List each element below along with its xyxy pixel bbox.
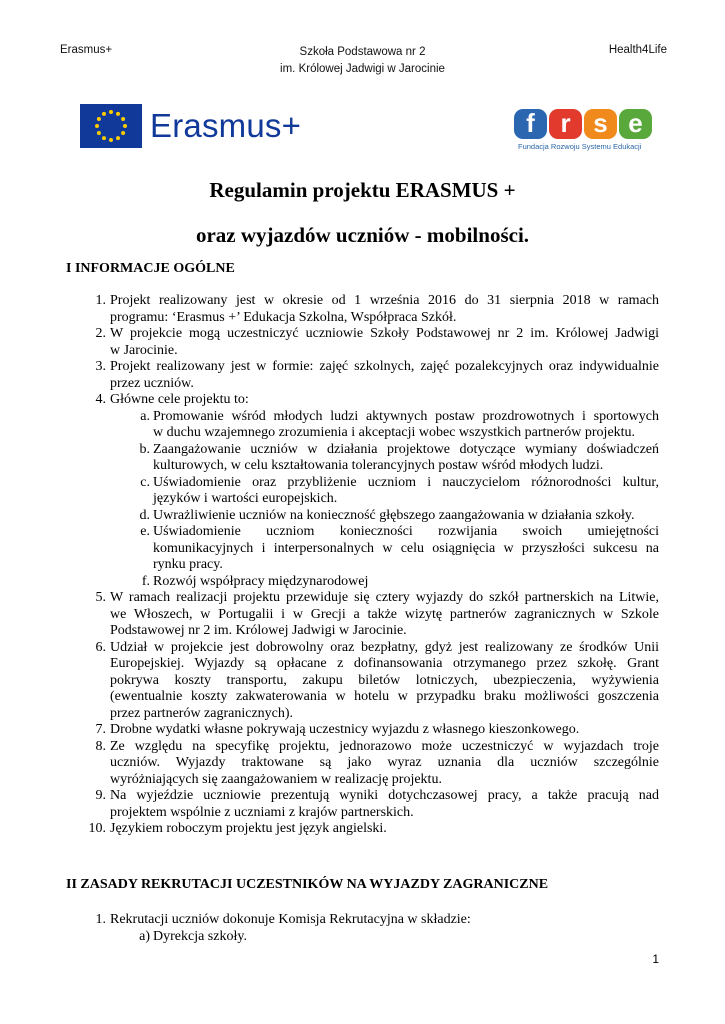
list-item-text <box>110 821 659 838</box>
text-line: w duchu wzajemnego zrozumienia i akceptacji wobec wszystkich partnerów projektu. <box>153 425 636 440</box>
list-item-number: 3. <box>95 359 106 374</box>
text-line: W projekcie mogą uczestniczyć uczniowie Szkoły Podstawowej nr 2 im. Królowej Jadwigi <box>110 326 659 341</box>
text-line: wyróżniających się zaangażowaniem w realizację projektu. <box>110 771 442 787</box>
text-line: Rozwój współpracy międzynarodowej <box>153 573 369 589</box>
text-line: Podstawowej nr 2 im. Królowej Jadwigi w Jarocinie. <box>110 623 407 638</box>
text-line: Projekt realizowany jest w okresie od 1 września 2016 do 31 sierpnia 2018 w ramach <box>110 293 659 308</box>
text-line: programu: ‘Erasmus +’ Edukacja Szkolna, Współpraca Szkół. <box>110 309 457 325</box>
frse-letter-f: f <box>514 109 547 139</box>
eu-flag-icon <box>80 104 142 148</box>
list-item-text <box>110 640 659 723</box>
text-line: przez uczniów. <box>110 375 194 391</box>
text-line: w Jarocinie. <box>110 342 178 358</box>
list-item-number: 10. <box>88 821 106 836</box>
text-line: uczniów. Wyjazdy traktowane są jako wyraz uznania dla uczniów szczególnie <box>110 755 659 770</box>
header-left: Erasmus+ <box>60 44 113 56</box>
header-school-name: Szkoła Podstawowa nr 2 <box>299 46 426 58</box>
frse-letter-r: r <box>549 109 582 139</box>
text-line: W ramach realizacji projektu przewiduje się cztery wyjazdy do szkół partnerskich na Litwie, <box>110 590 659 605</box>
list-item-text <box>110 722 659 739</box>
text-line: Promowanie wśród młodych ludzi aktywnych postaw prozdrowotnych i sportowych <box>153 408 659 424</box>
list-item-number: a) <box>139 928 150 944</box>
list-item-text <box>110 293 659 326</box>
list-item-text <box>153 574 659 591</box>
list-item-text <box>110 590 659 640</box>
text-line: rynku pracy. <box>153 557 223 572</box>
header-school-patron: im. Królowej Jadwigi w Jarocinie <box>280 63 445 75</box>
text-line: Na wyjeździe uczniowie prezentują wyniki dotychczasowej pracy, a także pracują nad <box>110 788 659 803</box>
text-line: Projekt realizowany jest w formie: zajęć szkolnych, zajęć pozalekcyjnych oraz indywidualnie <box>110 359 659 374</box>
frse-letter-e: e <box>619 109 652 139</box>
frse-letter-s: s <box>584 109 617 139</box>
text-line: Drobne wydatki własne pokrywają uczestnicy wyjazdu z własnego kieszonkowego. <box>110 722 580 737</box>
list-item-text <box>153 475 659 508</box>
text-line: Główne cele projektu to: <box>110 392 249 407</box>
text-line: Językiem roboczym projektu jest język angielski. <box>110 821 387 836</box>
list-item-number: 1. <box>95 912 106 927</box>
text-line: Udział w projekcie jest dobrowolny oraz bezpłatny, gdyż jest realizowany ze środków Unii <box>110 639 659 655</box>
list-item-text <box>110 359 659 392</box>
header-right: Health4Life <box>608 44 667 56</box>
text-line: Uwrażliwienie uczniów na konieczność głębszego zaangażowania w działania szkoły. <box>153 507 635 523</box>
section-heading-recruitment: II ZASADY REKRUTACJI UCZESTNIKÓW NA WYJAZDY ZAGRANICZNE <box>66 877 549 892</box>
list-item-text <box>153 442 659 475</box>
list-item-text <box>110 739 659 789</box>
list-item-number: 4. <box>95 392 106 407</box>
page-number: 1 <box>652 952 659 966</box>
list-item-text <box>153 508 659 525</box>
list-item-text <box>153 929 659 946</box>
list-item-number: f. <box>141 573 150 589</box>
list-item-number: 7. <box>95 722 106 737</box>
document-title-line1: Regulamin projektu ERASMUS + <box>209 178 516 202</box>
list-item-number: b. <box>139 441 150 457</box>
text-line: komunikacyjnych i interpersonalnych w celu osiągnięcia w przyszłości sukcesu na <box>153 540 659 556</box>
erasmus-logo <box>80 104 301 148</box>
list-item-number: 2. <box>95 326 106 341</box>
frse-logo <box>514 109 660 159</box>
list-item-number: 9. <box>95 788 106 803</box>
list-item-number: c. <box>140 474 150 490</box>
text-line: (ewentualnie koszty zakwaterowania w hotelu w przypadku braku możliwości goszczenia <box>110 689 659 704</box>
text-line: Rekrutacji uczniów dokonuje Komisja Rekrutacyjna w składzie: <box>110 912 471 927</box>
text-line: Dyrekcja szkoły. <box>153 928 247 944</box>
list-item-number: e. <box>140 524 150 539</box>
text-line: języków i wartości europejskich. <box>153 491 338 506</box>
list-item-text <box>110 326 659 359</box>
list-item-text <box>110 912 659 929</box>
text-line: projektem wspólnie z uczniami z krajów partnerskich. <box>110 804 414 820</box>
text-line: kulturowych, w celu kształtowania tolerancyjnych postaw wśród młodych ludzi. <box>153 458 604 473</box>
text-line: pokrywa koszty transportu, zakupu biletów lotniczych, ubezpieczenia, wyżywienia <box>110 672 659 688</box>
list-item-number: 8. <box>95 738 106 754</box>
list-item-number: d. <box>139 507 150 523</box>
section-heading-general: I INFORMACJE OGÓLNE <box>66 261 235 276</box>
list-item-text <box>153 524 659 574</box>
erasmus-wordmark: Erasmus+ <box>150 107 302 144</box>
text-line: Uświadomienie uczniom konieczności rozwijania swoich umiejętności <box>153 524 659 539</box>
list-item-number: a. <box>140 408 150 424</box>
list-item-text <box>153 409 659 442</box>
list-item-number: 1. <box>95 293 106 308</box>
text-line: przez partnerów zagranicznych). <box>110 705 294 721</box>
list-item-text <box>110 392 659 409</box>
text-line: we Włoszech, w Portugalii i w Grecji a także wizytę partnerów zagranicznych w Szkole <box>110 606 659 622</box>
document-title-line2: oraz wyjazdów uczniów - mobilności. <box>195 223 530 247</box>
text-line: Zaangażowanie uczniów w działania projektowe dotyczące wymiany doświadczeń <box>153 441 659 457</box>
list-item-text <box>110 788 659 821</box>
text-line: Europejskiej. Wyjazdy są opłacane z dofinansowania otrzymanego przez szkołę. Grant <box>110 656 659 671</box>
frse-subtitle: Fundacja Rozwoju Systemu Edukacji <box>518 142 642 151</box>
text-line: Uświadomienie oraz przybliżenie uczniom i nauczycielom różnorodności kultur, <box>153 474 659 490</box>
list-item-number: 5. <box>95 590 106 605</box>
text-line: Ze względu na specyfikę projektu, jednorazowo może uczestniczyć w wyjazdach troje <box>110 738 659 754</box>
list-item-number: 6. <box>95 639 106 655</box>
